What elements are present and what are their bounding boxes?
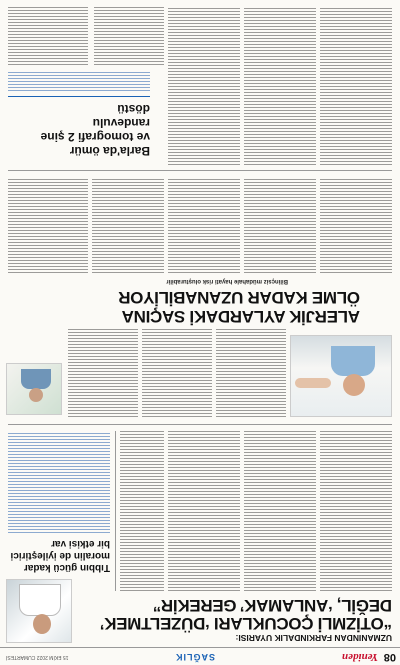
article2-column-4 (320, 177, 392, 273)
article3-lead-text (8, 71, 150, 91)
small-photo (6, 363, 62, 415)
child-photo (290, 335, 392, 417)
article3-column-2 (244, 7, 316, 165)
child-shirt-shape (331, 346, 375, 376)
article1-column-3 (168, 431, 240, 591)
article2-column-8 (8, 177, 88, 273)
article3-column-1 (320, 7, 392, 165)
article2-column-5 (244, 177, 316, 273)
masthead (0, 647, 400, 665)
article1-column-2 (244, 431, 316, 591)
box-title-line3: bir etkisi var (51, 538, 110, 549)
section-rule-2 (8, 170, 392, 171)
article2-headline-line1: ALERJİK AYLARDAKİ SAÇINA (121, 307, 360, 326)
article2-column-2 (142, 329, 212, 417)
box-body-text (8, 431, 110, 533)
person-head-shape (29, 388, 43, 402)
article3-title-line4: döstü (117, 102, 150, 116)
box-title-line1: Tıbbın gücü kadar (23, 562, 110, 573)
page-number: 08 (383, 651, 396, 663)
article3-title-line3: randevulu (92, 116, 150, 130)
section-label: SAĞLIK (174, 652, 215, 662)
box-divider (115, 431, 116, 591)
article3-title-line2: ve tomografi 2 şine (40, 130, 150, 144)
person-body-shape (21, 369, 51, 389)
article2-subheadline: Bilinçsiz müdahale hayati risk oluşturabilir (166, 278, 288, 284)
box-title-line2: moralin de iyileştirici (10, 550, 110, 561)
hand-shape (295, 378, 331, 388)
article2-column-6 (168, 177, 240, 273)
article3-column-3 (168, 7, 240, 165)
newspaper-logo: Yeniden (341, 651, 378, 663)
article3-column-5 (8, 7, 88, 65)
article1-column-1 (320, 431, 392, 591)
article2-column-1 (216, 329, 286, 417)
doctor-head-shape (33, 614, 51, 634)
article2-column-3 (68, 329, 138, 417)
child-head-shape (343, 374, 365, 396)
issue-date: 15 EKİM 2022 CUMARTESİ (6, 654, 69, 660)
section-rule-1 (8, 424, 392, 425)
article1-headline-line1: “OTİZMLİ ÇOCUKLARI ‘DÜZELTMEK’ (100, 614, 392, 633)
article1-headline-line2: DEĞİL, ‘ANLAMAK’ GEREKİR” (152, 596, 392, 615)
article2-headline-line2: ÖLME KADAR UZANABİLİYOR (118, 288, 360, 307)
doctor-photo (6, 579, 72, 643)
article3-column-4 (94, 7, 164, 65)
article1-column-4 (120, 431, 164, 591)
article3-accent-rule (8, 96, 150, 97)
article3-title-line1: Barla'da ömür (69, 144, 150, 158)
article1-kicker: UZMANINDAN FARKINDALIK UYARISI: (235, 633, 392, 643)
doctor-coat-shape (19, 584, 61, 616)
article2-column-7 (92, 177, 164, 273)
